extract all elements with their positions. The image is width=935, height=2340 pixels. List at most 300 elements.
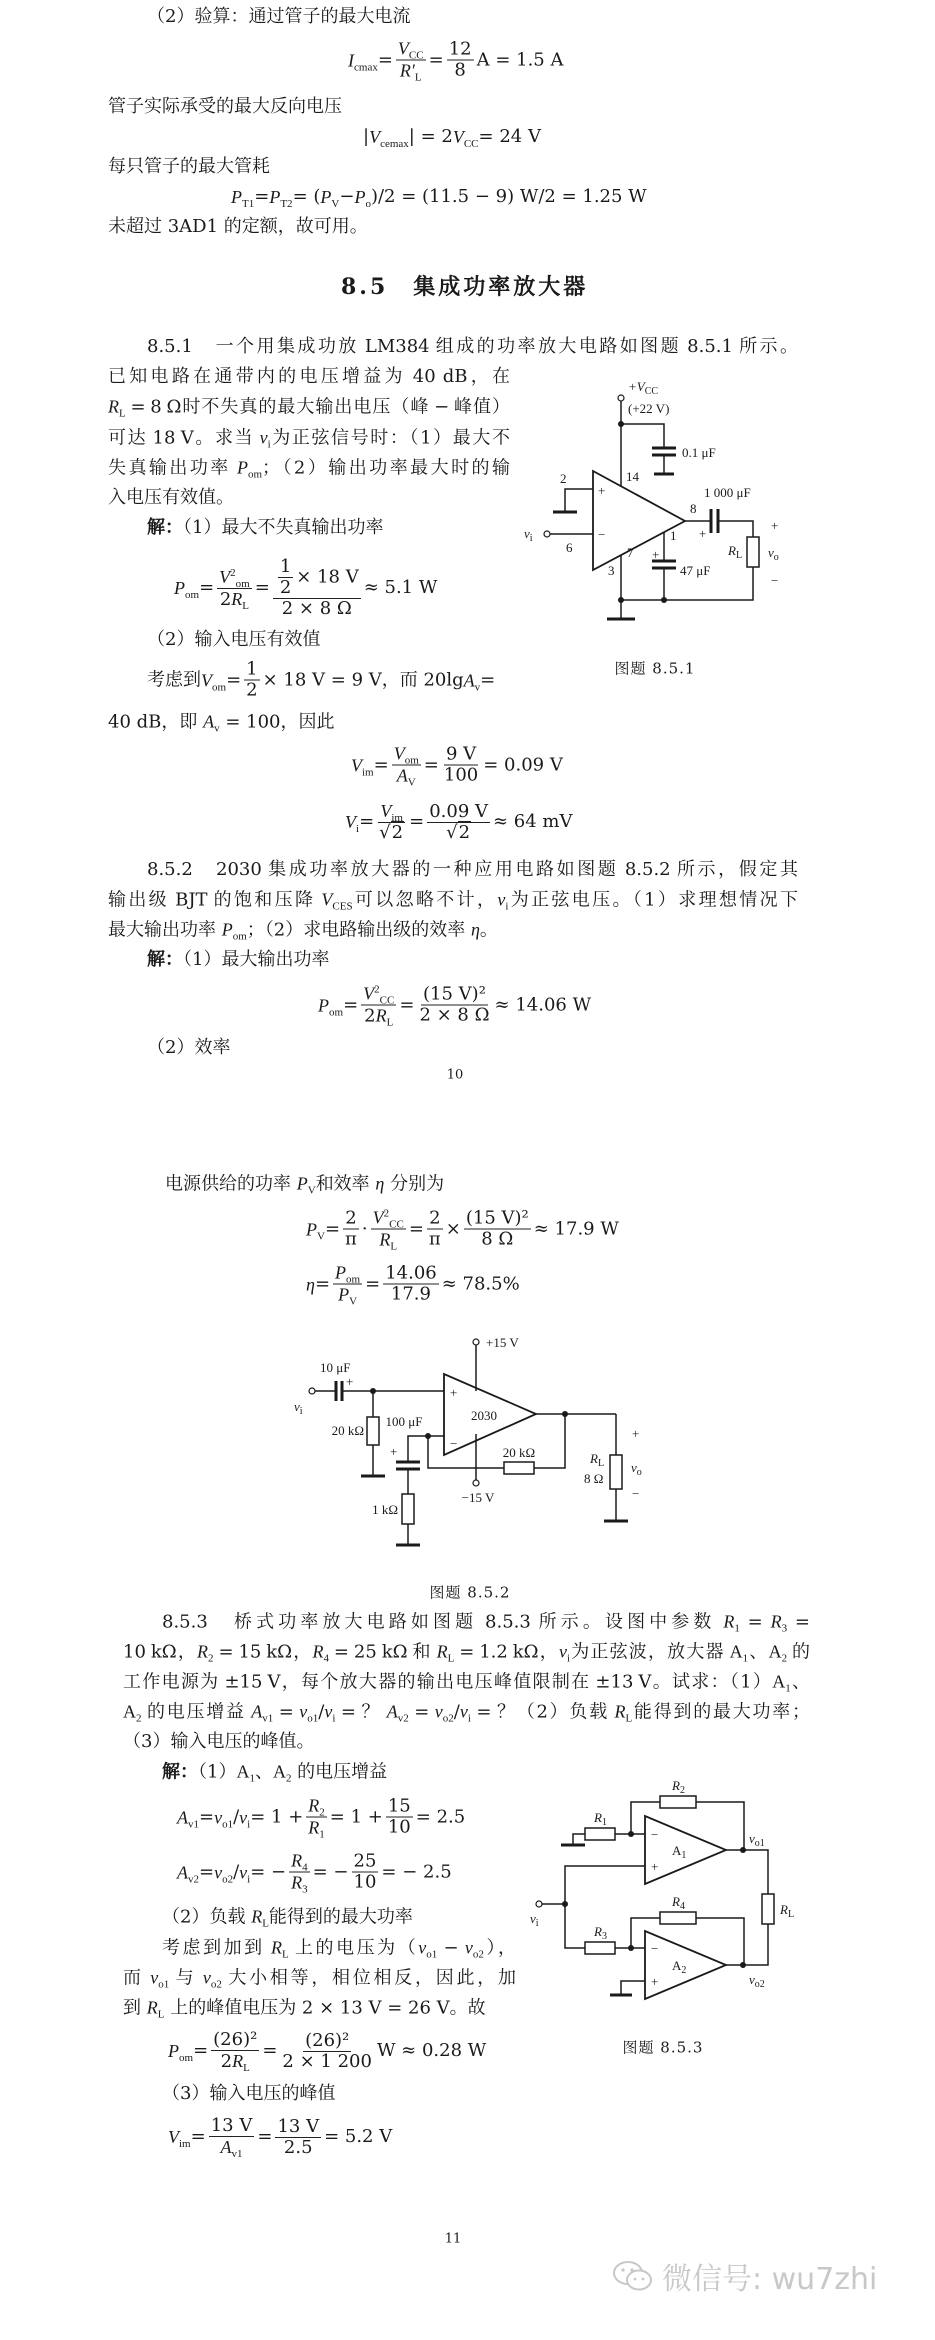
wechat-icon: [612, 2259, 654, 2293]
text-fragment: 2.5: [283, 2136, 313, 2158]
text-fragment: =: [399, 994, 415, 1015]
denominator: [398, 61, 424, 82]
variable-symbol: A: [220, 2137, 232, 2157]
numerator: [306, 1796, 327, 1818]
variable: [177, 1862, 199, 1885]
variable: [168, 2127, 191, 2150]
subscript: o2: [222, 1873, 234, 1885]
text-fragment: =: [408, 1218, 424, 1239]
text-fragment: 能得到的最大功率；: [632, 1701, 810, 1723]
r1-label: $R_1$: [594, 1810, 607, 1828]
subscript: 3: [781, 1622, 788, 1635]
subscript: 2: [285, 1772, 292, 1785]
variable: [393, 743, 419, 767]
formula-pv: [306, 1208, 619, 1251]
fraction: [278, 557, 293, 598]
text-line: [108, 486, 234, 510]
variable: [397, 38, 424, 62]
subscript: i: [247, 1818, 251, 1830]
text-fragment: =: [262, 2040, 278, 2061]
variable: [459, 1701, 471, 1725]
text-line: [147, 5, 410, 29]
sqrt-sign-icon: √: [446, 821, 458, 843]
variable-symbol: A: [272, 1761, 286, 1782]
text-fragment: =: [409, 811, 425, 832]
variable-symbol: v: [150, 1967, 159, 1988]
text-fragment: 1: [246, 658, 258, 680]
numerator: [361, 984, 396, 1006]
subscript: L: [119, 407, 126, 420]
subscript: 4: [323, 1652, 329, 1665]
variable: [221, 919, 247, 943]
variable-symbol: V: [397, 38, 409, 59]
circuit-figure-8-5-1: [520, 375, 810, 630]
text-line: [123, 1670, 810, 1695]
fraction: [371, 1208, 406, 1251]
sqrt-sign-icon: √: [379, 822, 391, 843]
vo1-label: $v_{o1}$: [749, 1831, 765, 1849]
variable: [236, 1761, 255, 1785]
denominator: [362, 1006, 395, 1027]
formula-vom: [147, 660, 495, 701]
numerator: [427, 1209, 442, 1230]
variable-symbol: v: [214, 1807, 223, 1827]
text-fragment: 2 × 1 200: [282, 2050, 372, 2072]
text-fragment: /: [453, 1701, 460, 1723]
text-fragment: 失真输出功率: [108, 457, 237, 479]
text-fragment: ≈ 78.5%: [441, 1273, 520, 1294]
variable: [231, 187, 255, 210]
minus-label: −: [651, 1941, 659, 1956]
plus-label: +: [346, 1374, 354, 1389]
variable: [220, 2137, 243, 2160]
variable-symbol: R: [251, 1906, 263, 1927]
text-fragment: =: [199, 577, 215, 598]
variable: [291, 1850, 308, 1874]
text-fragment: =: [199, 1806, 215, 1827]
text-fragment: （2）输入电压有效值: [147, 629, 321, 650]
figure-caption: 图题 8.5.2: [429, 1583, 511, 1602]
variable-symbol: R: [197, 1641, 209, 1662]
text-fragment: 能得到的最大功率: [268, 1906, 413, 1928]
variable: [251, 1701, 274, 1725]
variable-symbol: v: [459, 1701, 468, 1722]
variable: [202, 1967, 222, 1991]
text-fragment: 13 V: [210, 2115, 253, 2136]
text-fragment: π: [428, 1228, 441, 1250]
variable: [380, 801, 403, 824]
variable-symbol: V: [380, 801, 392, 821]
variable-symbol: V: [168, 2127, 179, 2147]
text-fragment: 17.9: [390, 1283, 431, 1305]
numerator: [378, 801, 405, 823]
denominator: [336, 1285, 359, 1306]
denominator: [427, 1230, 443, 1250]
text-fragment: 上的电压为（: [288, 1937, 419, 1959]
variable-symbol: A: [463, 670, 475, 690]
fraction: [275, 2117, 321, 2158]
subscript: 1: [319, 1828, 325, 1841]
variable-symbol: v: [497, 889, 506, 910]
subscript: i: [356, 823, 360, 835]
denominator: [289, 1873, 310, 1894]
text-fragment: 8.5.3 桥式功率放大电路如图题 8.5.3 所示。设图中参数: [162, 1611, 724, 1633]
variable: [497, 889, 509, 913]
subscript: V: [331, 198, 340, 210]
variable-symbol: P: [236, 457, 248, 478]
formula-vi: [345, 801, 573, 843]
plus-label: +: [450, 1385, 458, 1400]
sqrt-expression: [379, 821, 404, 843]
subscript: om: [232, 930, 247, 943]
formula-vim-bridge: [168, 2116, 392, 2158]
fraction: [217, 567, 252, 610]
text-line: [108, 395, 510, 420]
subscript: v: [474, 681, 481, 693]
formula-pt: [231, 186, 647, 210]
denominator: [218, 589, 251, 610]
subscript: im: [179, 2138, 191, 2150]
variable: [239, 1807, 251, 1830]
variable: [379, 1229, 398, 1253]
plus-label: +: [699, 526, 707, 541]
variable-symbol: P: [354, 187, 366, 207]
plus-label: +: [652, 547, 660, 562]
variable: [768, 1641, 788, 1665]
text-fragment: =: [365, 1273, 381, 1294]
variable-symbol: v: [324, 1701, 333, 1722]
variable: [269, 187, 293, 210]
vo-label: $v_o$: [768, 545, 779, 563]
variable-symbol: v: [239, 1807, 248, 1827]
text-fragment: (15 V)²: [423, 983, 486, 1005]
text-fragment: = ？（2）负载: [470, 1701, 615, 1723]
variable-symbol: A: [203, 711, 215, 732]
denominator: [306, 1818, 327, 1839]
variable-symbol: V: [351, 755, 362, 775]
denominator: [244, 681, 259, 701]
text-fragment: ·: [361, 1218, 368, 1239]
text-fragment: （1）最大不失真输出功率: [183, 517, 384, 538]
text-fragment: = −: [250, 1861, 287, 1882]
text-line: [108, 456, 510, 481]
subscript: cmax: [354, 61, 378, 73]
variable: [399, 60, 422, 84]
numerator: [217, 567, 252, 589]
fraction: [396, 39, 426, 82]
vi-label: $v_i$: [524, 526, 533, 544]
text-fragment: /: [318, 1701, 325, 1723]
text-line: [108, 710, 335, 735]
numerator: [289, 1851, 310, 1873]
variable: [272, 1761, 292, 1785]
text-fragment: 、: [254, 1761, 273, 1783]
fraction: [392, 744, 421, 787]
subscript: om: [346, 1273, 361, 1286]
subscript: om: [247, 468, 263, 481]
variable: [335, 1262, 361, 1286]
variable-symbol: P: [320, 187, 332, 207]
numerator: [209, 2116, 255, 2137]
figure-caption: 图题 8.5.1: [614, 659, 696, 678]
subscript: CC: [379, 994, 395, 1007]
text-fragment: 。: [479, 919, 498, 941]
variable: [354, 187, 371, 210]
variable-symbol: R: [308, 1795, 320, 1816]
text-line: [147, 628, 320, 652]
variable: [219, 566, 250, 590]
text-fragment: 8: [454, 59, 466, 81]
bold-label: 解：: [147, 517, 183, 538]
variable-symbol: P: [338, 1284, 350, 1305]
text-fragment: 考虑到: [147, 669, 201, 690]
watermark: [612, 2254, 877, 2298]
variable: [436, 1641, 455, 1665]
fraction: [289, 1851, 310, 1894]
numerator: [421, 985, 488, 1006]
text-fragment: =: [254, 577, 270, 598]
variable: [351, 755, 374, 778]
pin-label: 14: [626, 469, 639, 484]
subscript: v: [214, 722, 220, 735]
fraction: [211, 2030, 259, 2072]
numerator: [383, 1264, 439, 1285]
denominator: [280, 599, 354, 619]
numerator: [278, 557, 293, 578]
subscript: o1: [222, 1818, 234, 1830]
variable: [236, 457, 263, 481]
numerator: [273, 557, 361, 599]
variable-symbol: R: [291, 1872, 303, 1893]
fraction: [244, 660, 259, 701]
vi-label: $v_i$: [530, 1911, 539, 1929]
variable-symbol: η: [470, 919, 480, 940]
numerator: [447, 40, 474, 61]
text-fragment: 13 V: [277, 2115, 320, 2137]
minus-label: −: [771, 573, 779, 588]
minus-label: −: [450, 1436, 458, 1451]
numerator: [464, 1209, 531, 1230]
subscript: L: [262, 1917, 269, 1930]
text-line: [108, 95, 342, 119]
variable-symbol: η: [306, 1274, 315, 1294]
variable: [201, 670, 227, 693]
text-fragment: （2）验算：通过管子的最大电流: [147, 6, 411, 27]
subscript: i: [247, 1873, 251, 1885]
variable-symbol: R: [232, 2051, 244, 2071]
numerator: [371, 1208, 406, 1230]
subscript: L: [390, 1240, 398, 1253]
subscript: v2: [397, 1712, 409, 1725]
text-fragment: 入电压有效值。: [108, 487, 234, 508]
text-line: [165, 1172, 444, 1197]
variable: [770, 1611, 788, 1635]
section-heading: [341, 275, 588, 299]
variable: [772, 1671, 791, 1695]
bold-label: 解：: [147, 949, 183, 970]
text-fragment: W ≈ 0.28 W: [376, 2040, 487, 2061]
fraction: [280, 2031, 374, 2072]
text-fragment: 8.5.1 一个用集成功放 LM384 组成的功率放大电路如图题 8.5.1 所示。: [147, 336, 798, 357]
text-fragment: =: [273, 1701, 300, 1723]
text-line: [108, 426, 510, 451]
variable: [271, 1937, 289, 1961]
subscript: CC: [389, 1218, 404, 1231]
variable: [324, 1701, 336, 1725]
variable-symbol: R: [291, 1850, 303, 1871]
denominator: [417, 1006, 491, 1026]
variable: [259, 427, 271, 451]
variable: [306, 1274, 315, 1294]
variable: [369, 127, 409, 150]
text-fragment: =: [373, 754, 389, 775]
variable-symbol: R: [308, 1817, 320, 1838]
variable: [372, 1207, 404, 1231]
text-fragment: 输出级 BJT 的饱和压降: [108, 889, 322, 911]
page-number: 11: [444, 2231, 462, 2247]
vneg-label: −15 V: [461, 1490, 495, 1505]
variable: [348, 50, 378, 73]
subscript: 3: [302, 1883, 308, 1896]
bold-label: 解：: [162, 1761, 198, 1783]
text-fragment: 可达 18 V。求当: [108, 427, 260, 449]
fraction: [306, 1796, 327, 1839]
denominator: [479, 1230, 515, 1250]
radicand: 2: [391, 822, 404, 843]
subscript: L: [386, 1016, 394, 1029]
subscript: V: [349, 1295, 358, 1308]
text-fragment: ；（2）求电路输出级的效率: [246, 919, 471, 941]
variable: [375, 1005, 394, 1029]
variable: [146, 1997, 165, 2021]
text-line: [147, 516, 383, 540]
vo2-label: $v_{o2}$: [749, 1972, 765, 1990]
variable: [308, 1817, 325, 1841]
variable: [418, 1937, 438, 1961]
text-fragment: （2）效率: [147, 1037, 231, 1058]
text-fragment: ≈ 5.1 W: [363, 577, 438, 598]
fraction: [343, 1209, 359, 1250]
variable: [723, 1611, 740, 1635]
text-fragment: 9 V: [445, 743, 477, 765]
variable-symbol: A: [772, 1671, 786, 1692]
text-fragment: （1）最大输出功率: [183, 949, 330, 970]
subscript: o2: [210, 1978, 222, 1991]
text-fragment: （2）负载: [162, 1906, 252, 1928]
fraction: [377, 801, 406, 843]
text-fragment: 100: [443, 764, 479, 786]
variable-symbol: V: [363, 983, 375, 1004]
subscript: T2: [280, 198, 293, 210]
subscript: 2: [781, 1652, 788, 1665]
text-fragment: 工作电源为 ±15 V，每个放大器的输出电压峰值限制在 ±13 V。试求：（1）: [123, 1671, 773, 1693]
variable-symbol: R: [770, 1611, 782, 1632]
variable-symbol: v: [299, 1701, 308, 1722]
subscript: 1: [734, 1622, 740, 1635]
text-line: [108, 918, 498, 943]
text-fragment: = 8 Ω时不失真的最大输出电压（峰 − 峰值）: [125, 396, 510, 418]
variable-symbol: A: [386, 1701, 398, 1722]
variable-symbol: R: [312, 1641, 324, 1662]
text-fragment: =: [254, 186, 270, 207]
numerator: [386, 1797, 413, 1818]
resistor-label: 1 kΩ: [372, 1502, 398, 1517]
rl-label: $R_L$: [780, 1902, 795, 1920]
variable: [214, 1807, 234, 1830]
text-fragment: = 100，因此: [219, 711, 335, 733]
variable-symbol: v: [418, 1937, 427, 1958]
variable: [558, 1641, 571, 1665]
variable: [203, 711, 220, 735]
variable-symbol: A: [123, 1701, 136, 1722]
variable-symbol: P: [335, 1262, 347, 1283]
subscript: i: [467, 1712, 471, 1725]
text-fragment: /: [233, 1806, 240, 1827]
text-fragment: 和效率: [315, 1173, 376, 1195]
text-line: [123, 1730, 314, 1754]
superscript: 2: [230, 566, 236, 579]
subscript: v1: [188, 1818, 199, 1830]
r3-label: $R_3$: [594, 1924, 607, 1942]
text-fragment: = 0.09 V: [483, 754, 563, 775]
variable-symbol: R: [614, 1701, 626, 1722]
variable: [168, 2041, 194, 2064]
formula-vim: [351, 744, 563, 787]
text-fragment: 15: [387, 1795, 411, 1817]
text-fragment: 可以忽略不计，: [352, 889, 498, 911]
variable-symbol: R: [271, 1937, 282, 1958]
denominator: [444, 823, 473, 843]
text-fragment: 2 × 8 Ω: [419, 1004, 490, 1026]
pin-label: 8: [690, 501, 697, 516]
variable: [251, 1906, 269, 1930]
text-fragment: 考虑到加到: [162, 1937, 271, 1959]
variable: [345, 812, 360, 835]
subscript: i: [566, 1652, 571, 1665]
vcc-label: $+V_{CC}$: [628, 379, 659, 397]
pin-label: 1: [670, 528, 677, 543]
variable: [338, 1284, 358, 1308]
variable: [232, 2051, 250, 2074]
denominator: [219, 2051, 252, 2072]
variable-symbol: I: [348, 50, 354, 70]
amp-label: 2030: [471, 1408, 497, 1423]
variable-symbol: R: [146, 1997, 158, 2018]
subscript: V: [307, 1184, 316, 1197]
subscript: om: [185, 589, 200, 601]
denominator: [282, 2138, 315, 2158]
cap-label: 47 μF: [680, 563, 711, 578]
subscript: o1: [307, 1712, 319, 1725]
variable-symbol: R: [379, 1229, 391, 1250]
text-fragment: = 24 V: [478, 126, 541, 147]
variable: [299, 1701, 319, 1725]
formula-av2: [177, 1851, 452, 1894]
r4-label: $R_4$: [672, 1894, 685, 1912]
plus-label: +: [651, 1859, 659, 1874]
text-fragment: =: [423, 754, 439, 775]
text-fragment: 最大输出功率: [108, 919, 222, 941]
variable: [312, 1641, 329, 1665]
variable-symbol: P: [306, 1219, 317, 1239]
subscript: L: [447, 1652, 455, 1665]
variable: [306, 1219, 325, 1242]
vpos-label: +15 V: [486, 1335, 519, 1350]
denominator: [389, 1285, 433, 1305]
variable-symbol: A: [396, 765, 408, 786]
text-fragment: =: [359, 811, 375, 832]
pin-label: 7: [627, 545, 634, 560]
